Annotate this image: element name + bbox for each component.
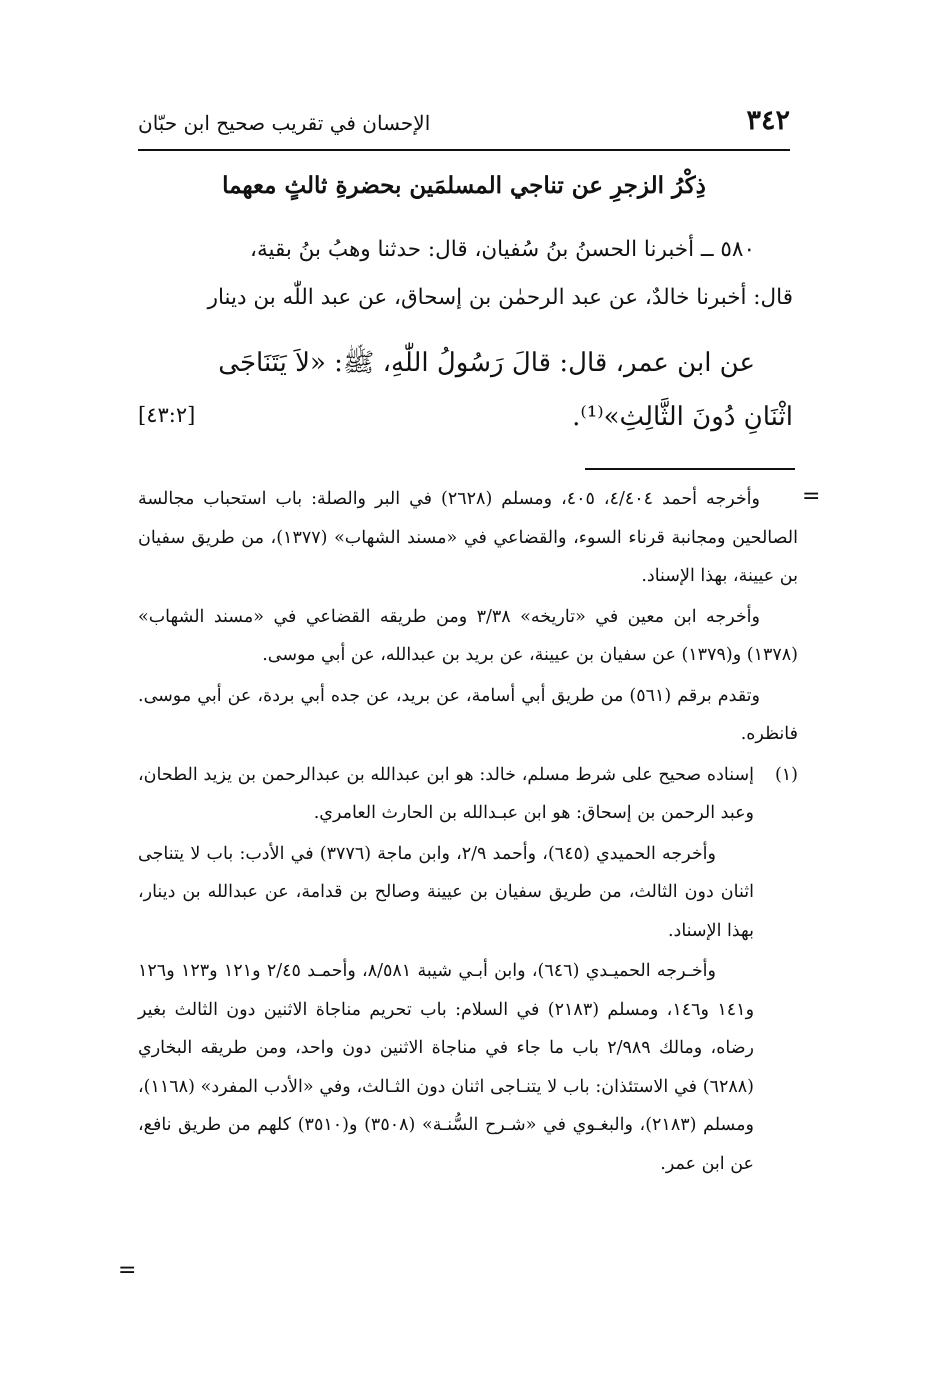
header-rule: [138, 149, 790, 151]
footnotes: [138, 480, 798, 1185]
continuation-mark-top: =: [802, 484, 821, 509]
footnote-marker: (١): [774, 764, 798, 785]
isnad-line: [138, 226, 793, 274]
isnad-line-2: قال: أخبرنا خالدٌ، عن عبد الرحمٰن بن إسحاق، عن عبد اللّٰه بن دينار: [207, 285, 793, 310]
continuation-mark-bottom: =: [118, 1258, 137, 1283]
footnote-1: [138, 756, 798, 833]
hadith-reference: [٤٣:٢]: [138, 403, 196, 427]
footnote-separator: [585, 468, 795, 470]
footnote-paragraph: وتقدم برقم (٥٦١) من طريق أبي أسامة، عن بريد، عن جده أبي بردة، عن أبي موسى. فانظره.: [138, 685, 798, 744]
book-title: الإحسان في تقريب صحيح ابن حبّان: [138, 111, 431, 135]
hadith-isnad: [138, 226, 793, 322]
matn-line: [138, 336, 793, 390]
running-head: [138, 104, 790, 144]
footnote-paragraph: وأخـرجه الحميـدي (٦٤٦)، وابن أبـي شيبة ٨/٥٨١، وأحمـد ٢/٤٥ و١٢١ و١٢٣ و١٢٦ و١٤١ و١٤٦، ومسلم (٢١٨٣) في السلام: باب تحريم مناجاة الاثنين دون الثالث بغير رضاه، ومالك ٢/٩٨٩ باب ما جاء في مناجاة الاثنين دون واحد، ومن طريقه البخاري (٦٢٨٨) في الاستئذان: باب لا يتنـاجى اثنان دون الثـالث، وفي «الأدب المفرد» (١١٦٨)، ومسلم (٢١٨٣)، والبغـوي في «شـرح السُّنـة» (٣٥٠٨) و(٣٥١٠) كلهم من طريق نافع، عن ابن عمر.: [138, 961, 755, 1174]
footnote-1-text: إسناده صحيح على شرط مسلم، خالد: هو ابن عبدالله بن عبدالرحمن بن يزيد الطحان، وعبد الرحمن بن إسحاق: هو ابن عبـدالله بن الحارث العامري.: [138, 764, 754, 823]
footnote-paragraph: وأخرجه ابن معين في «تاريخه» ٣/٣٨ ومن طريقه القضاعي في «مسند الشهاب» (١٣٧٨) و(١٣٧٩) عن سفيان بن عيينة، عن بريد بن عبدالله، عن أبي موسى.: [138, 606, 798, 665]
page-number: ٣٤٢: [746, 105, 790, 136]
footnote-paragraph: وأخرجه الحميدي (٦٤٥)، وأحمد ٢/٩، وابن ماجة (٣٧٧٦) في الأدب: باب لا يتناجى اثنان دون الثالث، من طريق سفيان بن عيينة وصالح بن قدامة، عن عبدالله بن دينار، بهذا الإسناد.: [138, 843, 754, 941]
matn-line-2: اثْنَانِ دُونَ الثَّالِثِ»⁽¹⁾.: [572, 402, 793, 432]
chapter-heading: ذِكْرُ الزجرِ عن تناجي المسلمَين بحضرةِ ثالثٍ معهما: [222, 172, 706, 199]
footnote-paragraph: وأخرجه أحمد ٤/٤٠٤، ٤٠٥، ومسلم (٢٦٢٨) في البر والصلة: باب استحباب مجالسة الصالحين ومجانبة قرناء السوء، والقضاعي في «مسند الشهاب» (١٣٧٧)، من طريق سفيان بن عيينة، بهذا الإسناد.: [138, 489, 798, 586]
hadith-matn: [138, 336, 793, 444]
isnad-line-1: ٥٨٠ ــ أخبرنا الحسنُ بنُ سُفيان، قال: حدثنا وهبُ بنُ بقية،: [250, 237, 755, 262]
matn-line-1: عن ابن عمر، قال: قالَ رَسُولُ اللّٰهِ، ﷺ: «لاَ يَتَنَاجَى: [218, 348, 755, 378]
